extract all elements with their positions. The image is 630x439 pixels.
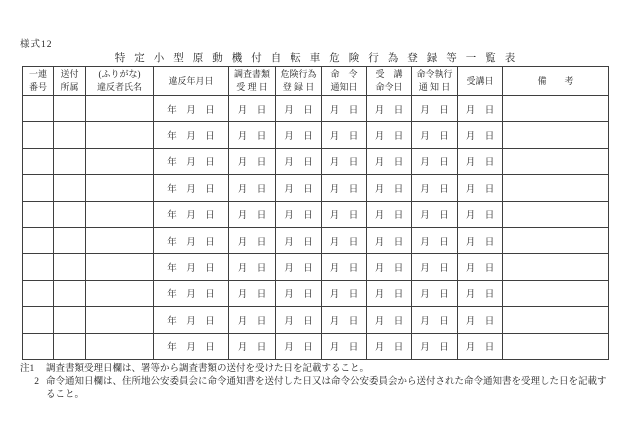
cell-serial-number bbox=[23, 307, 54, 333]
header-line: 受講日 bbox=[466, 75, 494, 86]
cell-dangerous-act-registration-date: 月 日 bbox=[276, 201, 322, 227]
cell-serial-number bbox=[23, 333, 54, 359]
cell-course-order-date: 月 日 bbox=[367, 122, 412, 148]
header-line: 違反者氏名 bbox=[96, 82, 142, 92]
cell-order-notice-date: 月 日 bbox=[322, 254, 367, 280]
cell-order-execution-notice-date: 月 日 bbox=[412, 122, 458, 148]
header-line: 調査書類 bbox=[233, 69, 270, 80]
cell-serial-number bbox=[23, 201, 54, 227]
header-line: 命令執行 bbox=[416, 69, 453, 80]
cell-violator-name bbox=[86, 227, 154, 253]
cell-sending-department bbox=[54, 201, 86, 227]
cell-dangerous-act-registration-date: 月 日 bbox=[276, 96, 322, 122]
cell-order-execution-notice-date: 月 日 bbox=[412, 307, 458, 333]
cell-dangerous-act-registration-date: 月 日 bbox=[276, 333, 322, 359]
cell-course-attendance-date: 月 日 bbox=[458, 333, 503, 359]
cell-dangerous-act-registration-date: 月 日 bbox=[276, 122, 322, 148]
col-header-order-notice-date bbox=[322, 67, 367, 96]
col-header-course-attendance-date bbox=[458, 67, 503, 96]
col-header-order-execution-notice-date bbox=[412, 67, 458, 96]
cell-violation-date: 年 月 日 bbox=[154, 175, 229, 201]
cell-survey-documents-received-date: 月 日 bbox=[229, 148, 276, 174]
cell-violation-date: 年 月 日 bbox=[154, 122, 229, 148]
cell-sending-department bbox=[54, 122, 86, 148]
cell-order-notice-date: 月 日 bbox=[322, 122, 367, 148]
cell-course-order-date: 月 日 bbox=[367, 96, 412, 122]
cell-sending-department bbox=[54, 227, 86, 253]
header-line: 通知日 bbox=[330, 82, 358, 92]
cell-serial-number bbox=[23, 96, 54, 122]
cell-serial-number bbox=[23, 122, 54, 148]
header-line: 受 講 bbox=[375, 69, 403, 80]
cell-order-execution-notice-date: 月 日 bbox=[412, 96, 458, 122]
notes-section bbox=[20, 363, 608, 402]
cell-remarks bbox=[503, 175, 609, 201]
cell-dangerous-act-registration-date: 月 日 bbox=[276, 227, 322, 253]
note-1-label: 注1 bbox=[20, 364, 35, 374]
col-header-violator-name bbox=[86, 67, 154, 96]
cell-violation-date: 年 月 日 bbox=[154, 201, 229, 227]
cell-order-notice-date: 月 日 bbox=[322, 96, 367, 122]
col-header-survey-documents-received-date bbox=[229, 67, 276, 96]
cell-violation-date: 年 月 日 bbox=[154, 333, 229, 359]
cell-sending-department bbox=[54, 333, 86, 359]
cell-violator-name bbox=[86, 201, 154, 227]
col-header-serial-number bbox=[23, 67, 54, 96]
form-number-label: 様式12 bbox=[20, 40, 53, 50]
cell-course-attendance-date: 月 日 bbox=[458, 96, 503, 122]
cell-order-execution-notice-date: 月 日 bbox=[412, 148, 458, 174]
table-row bbox=[23, 254, 609, 280]
cell-remarks bbox=[503, 254, 609, 280]
cell-course-attendance-date: 月 日 bbox=[458, 148, 503, 174]
cell-sending-department bbox=[54, 307, 86, 333]
cell-course-attendance-date: 月 日 bbox=[458, 254, 503, 280]
header-line: 受 理 日 bbox=[236, 82, 268, 92]
cell-order-notice-date: 月 日 bbox=[322, 201, 367, 227]
cell-course-order-date: 月 日 bbox=[367, 280, 412, 306]
cell-violator-name bbox=[86, 122, 154, 148]
cell-course-attendance-date: 月 日 bbox=[458, 227, 503, 253]
cell-survey-documents-received-date: 月 日 bbox=[229, 175, 276, 201]
cell-violator-name bbox=[86, 254, 154, 280]
cell-course-order-date: 月 日 bbox=[367, 333, 412, 359]
cell-course-order-date: 月 日 bbox=[367, 148, 412, 174]
cell-remarks bbox=[503, 333, 609, 359]
cell-order-notice-date: 月 日 bbox=[322, 333, 367, 359]
cell-violator-name bbox=[86, 307, 154, 333]
table-row bbox=[23, 96, 609, 122]
header-line: (ふりがな) bbox=[98, 69, 141, 80]
cell-sending-department bbox=[54, 96, 86, 122]
header-line: 通 知 日 bbox=[418, 82, 451, 92]
cell-dangerous-act-registration-date: 月 日 bbox=[276, 254, 322, 280]
col-header-dangerous-act-registration-date bbox=[276, 67, 322, 96]
cell-course-order-date: 月 日 bbox=[367, 175, 412, 201]
note-2 bbox=[20, 376, 608, 402]
cell-survey-documents-received-date: 月 日 bbox=[229, 227, 276, 253]
cell-dangerous-act-registration-date: 月 日 bbox=[276, 307, 322, 333]
cell-violator-name bbox=[86, 96, 154, 122]
cell-order-execution-notice-date: 月 日 bbox=[412, 175, 458, 201]
header-line: 送付 bbox=[60, 69, 79, 80]
registration-table bbox=[22, 66, 609, 360]
col-header-remarks bbox=[503, 67, 609, 96]
cell-survey-documents-received-date: 月 日 bbox=[229, 307, 276, 333]
table-header-row bbox=[23, 67, 609, 96]
cell-remarks bbox=[503, 280, 609, 306]
cell-dangerous-act-registration-date: 月 日 bbox=[276, 175, 322, 201]
cell-serial-number bbox=[23, 254, 54, 280]
cell-course-order-date: 月 日 bbox=[367, 307, 412, 333]
page-title: 特定小型原動機付自転車危険行為登録等一覧表 bbox=[114, 53, 525, 64]
cell-remarks bbox=[503, 227, 609, 253]
cell-serial-number bbox=[23, 280, 54, 306]
cell-survey-documents-received-date: 月 日 bbox=[229, 333, 276, 359]
cell-survey-documents-received-date: 月 日 bbox=[229, 280, 276, 306]
table-row bbox=[23, 175, 609, 201]
cell-course-order-date: 月 日 bbox=[367, 201, 412, 227]
cell-order-execution-notice-date: 月 日 bbox=[412, 333, 458, 359]
cell-violation-date: 年 月 日 bbox=[154, 148, 229, 174]
cell-order-notice-date: 月 日 bbox=[322, 227, 367, 253]
note-1-text: 調査書類受理日欄は、署等から調査書類の送付を受けた日を記載すること。 bbox=[46, 364, 370, 374]
cell-remarks bbox=[503, 307, 609, 333]
header-line: 命令日 bbox=[375, 82, 403, 92]
cell-violation-date: 年 月 日 bbox=[154, 227, 229, 253]
cell-remarks bbox=[503, 122, 609, 148]
cell-dangerous-act-registration-date: 月 日 bbox=[276, 148, 322, 174]
col-header-violation-date bbox=[154, 67, 229, 96]
cell-sending-department bbox=[54, 254, 86, 280]
header-line: 番号 bbox=[28, 82, 47, 92]
cell-course-attendance-date: 月 日 bbox=[458, 280, 503, 306]
cell-order-execution-notice-date: 月 日 bbox=[412, 254, 458, 280]
cell-remarks bbox=[503, 148, 609, 174]
cell-violator-name bbox=[86, 280, 154, 306]
cell-sending-department bbox=[54, 148, 86, 174]
cell-remarks bbox=[503, 96, 609, 122]
table-row bbox=[23, 227, 609, 253]
cell-violation-date: 年 月 日 bbox=[154, 307, 229, 333]
header-line: 登 録 日 bbox=[282, 82, 315, 92]
cell-order-notice-date: 月 日 bbox=[322, 307, 367, 333]
cell-course-order-date: 月 日 bbox=[367, 254, 412, 280]
cell-order-notice-date: 月 日 bbox=[322, 280, 367, 306]
cell-serial-number bbox=[23, 175, 54, 201]
cell-course-attendance-date: 月 日 bbox=[458, 175, 503, 201]
cell-survey-documents-received-date: 月 日 bbox=[229, 254, 276, 280]
col-header-sending-department bbox=[54, 67, 86, 96]
header-line: 備 考 bbox=[537, 75, 574, 86]
cell-serial-number bbox=[23, 227, 54, 253]
cell-course-attendance-date: 月 日 bbox=[458, 122, 503, 148]
note-2-text: 命令通知日欄は、住所地公安委員会に命令通知書を送付した日又は命令公安委員会から送付された命令通知書を受理した日を記載すること。 bbox=[46, 377, 607, 400]
cell-survey-documents-received-date: 月 日 bbox=[229, 96, 276, 122]
cell-survey-documents-received-date: 月 日 bbox=[229, 201, 276, 227]
cell-survey-documents-received-date: 月 日 bbox=[229, 122, 276, 148]
col-header-course-order-date bbox=[367, 67, 412, 96]
cell-violation-date: 年 月 日 bbox=[154, 96, 229, 122]
table-row bbox=[23, 148, 609, 174]
cell-violation-date: 年 月 日 bbox=[154, 280, 229, 306]
header-line: 危険行為 bbox=[280, 69, 317, 80]
cell-violator-name bbox=[86, 333, 154, 359]
cell-order-execution-notice-date: 月 日 bbox=[412, 201, 458, 227]
cell-sending-department bbox=[54, 280, 86, 306]
cell-course-order-date: 月 日 bbox=[367, 227, 412, 253]
table-body bbox=[23, 96, 609, 360]
cell-sending-department bbox=[54, 175, 86, 201]
cell-order-notice-date: 月 日 bbox=[322, 148, 367, 174]
cell-violator-name bbox=[86, 175, 154, 201]
cell-course-attendance-date: 月 日 bbox=[458, 201, 503, 227]
cell-serial-number bbox=[23, 148, 54, 174]
table-row bbox=[23, 307, 609, 333]
cell-order-notice-date: 月 日 bbox=[322, 175, 367, 201]
cell-course-attendance-date: 月 日 bbox=[458, 307, 503, 333]
header-line: 所属 bbox=[60, 82, 79, 92]
header-line: 一連 bbox=[28, 69, 47, 80]
table-row bbox=[23, 201, 609, 227]
header-line: 命 令 bbox=[330, 69, 358, 80]
note-1 bbox=[20, 363, 608, 376]
cell-order-execution-notice-date: 月 日 bbox=[412, 227, 458, 253]
header-line: 違反年月日 bbox=[168, 75, 214, 86]
cell-violator-name bbox=[86, 148, 154, 174]
table-row bbox=[23, 280, 609, 306]
cell-remarks bbox=[503, 201, 609, 227]
table-row bbox=[23, 122, 609, 148]
note-2-label: 2 bbox=[34, 377, 39, 387]
table-row bbox=[23, 333, 609, 359]
cell-order-execution-notice-date: 月 日 bbox=[412, 280, 458, 306]
cell-violation-date: 年 月 日 bbox=[154, 254, 229, 280]
cell-dangerous-act-registration-date: 月 日 bbox=[276, 280, 322, 306]
